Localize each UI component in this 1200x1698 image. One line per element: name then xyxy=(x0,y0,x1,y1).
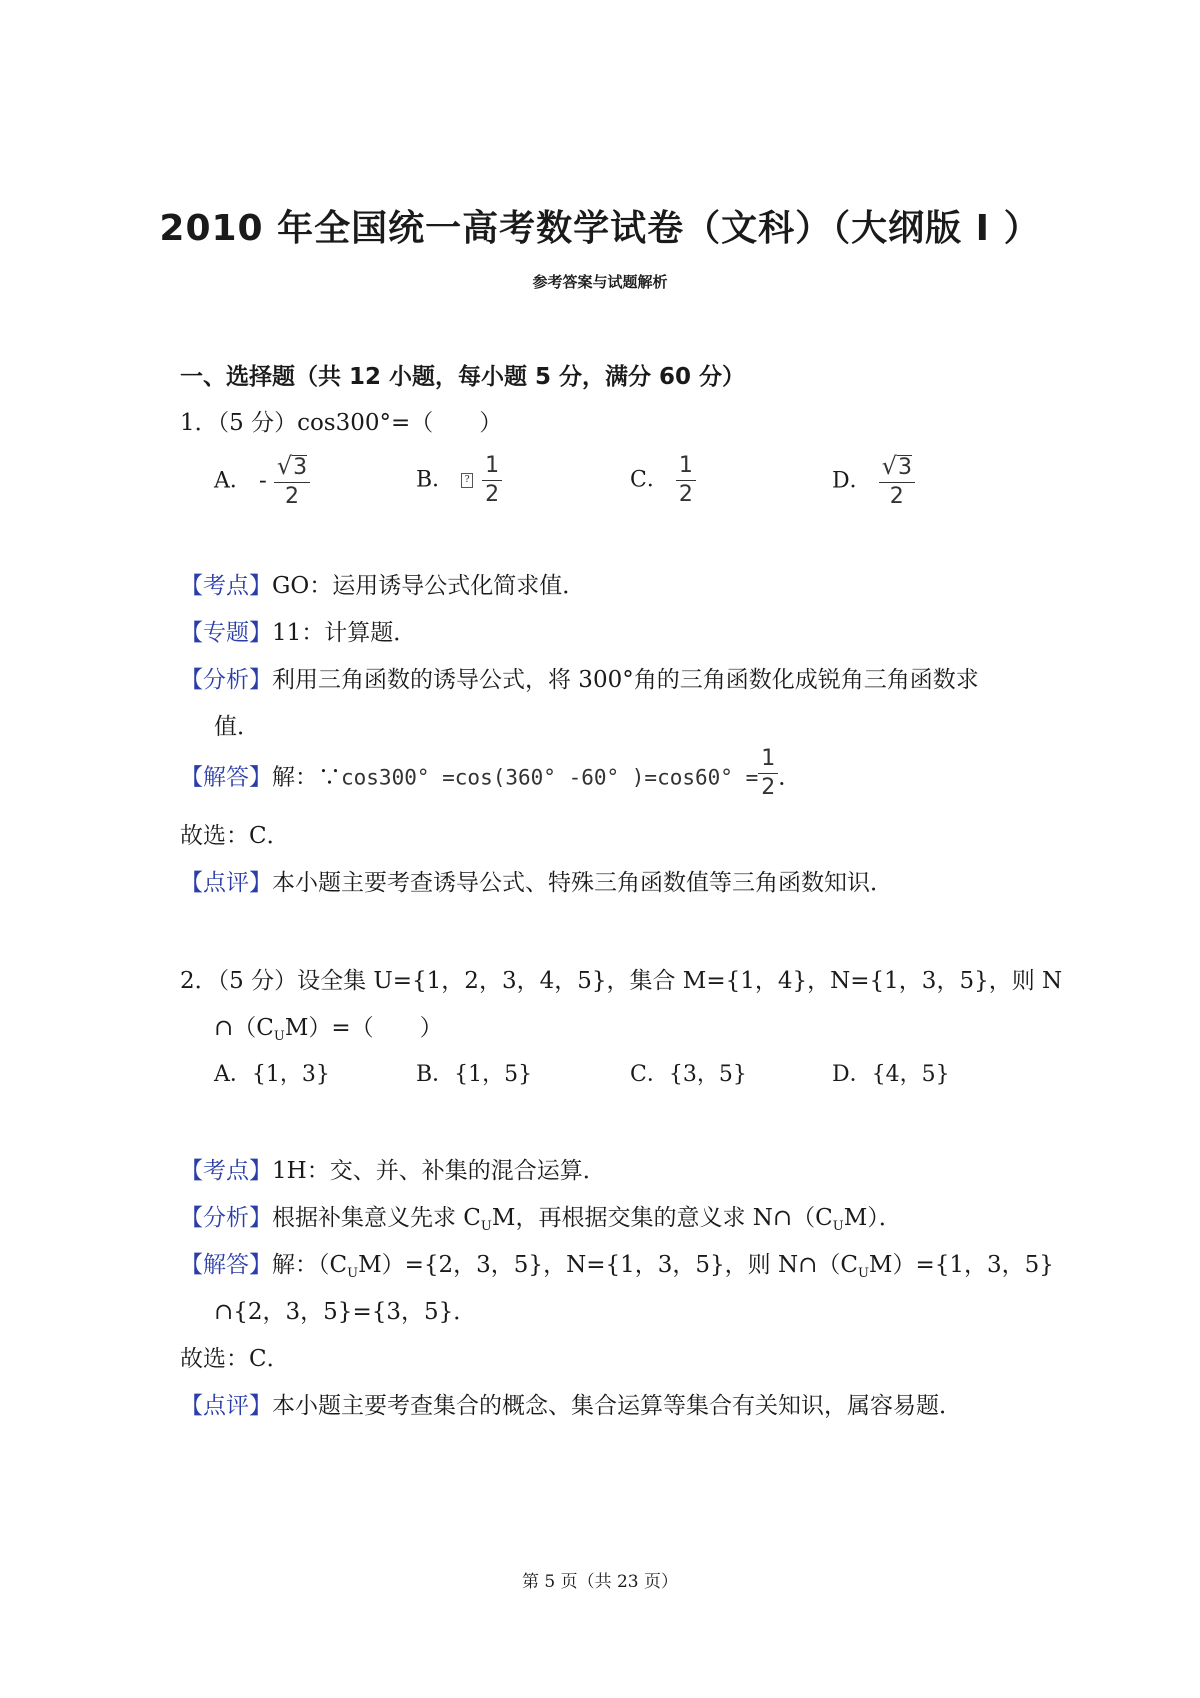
q1-kaodian-tag: 【考点】 xyxy=(180,573,272,599)
q1-option-a-fraction: $\frac{√3}{2}$ xyxy=(274,452,310,511)
q1-jieda-tag: 【解答】 xyxy=(180,764,272,791)
q1-option-a-sign: - xyxy=(258,468,267,494)
q1-fenxi-text: 利用三角函数的诱导公式，将 300°角的三角函数化成锐角三角函数求 xyxy=(272,667,979,693)
q2-fenxi xyxy=(180,1199,902,1234)
q2-option-a-value: {1，3} xyxy=(251,1062,330,1087)
q1-jieda-frac-den: 2 xyxy=(761,775,776,800)
q2-stem-line2-a: ∩（C xyxy=(214,1015,274,1041)
q1-option-d-fraction: $\frac{√3}{2}$ xyxy=(879,452,915,511)
q2-jieda-c: M）={1，3，5} xyxy=(868,1252,1054,1278)
q2-fenxi-sub2: U xyxy=(832,1219,844,1234)
q1-option-d-num: 3 xyxy=(897,455,912,480)
q2-kaodian-text: 1H：交、并、补集的混合运算． xyxy=(272,1158,606,1184)
q2-option-d-label: D． xyxy=(832,1062,872,1087)
q1-option-d-den: 2 xyxy=(889,484,904,509)
q1-option-a-den: 2 xyxy=(284,484,299,509)
q2-jieda-sub2: U xyxy=(857,1266,869,1281)
q1-option-c-label: C． xyxy=(630,467,669,493)
q2-jieda-a: 解：（C xyxy=(272,1252,348,1278)
q2-stem-line2 xyxy=(214,1009,443,1044)
q1-stem: 1．（5 分）cos300°=（ ） xyxy=(180,410,503,436)
q2-jieda-sub1: U xyxy=(347,1266,359,1281)
q1-option-b xyxy=(416,452,502,509)
q1-option-b-label: B． xyxy=(416,467,455,493)
q1-fenxi-tag: 【分析】 xyxy=(180,667,272,693)
q2-kaodian-tag: 【考点】 xyxy=(180,1158,272,1184)
q1-option-c-fraction xyxy=(676,452,696,509)
q2-option-a xyxy=(214,1057,330,1088)
q1-option-a-num: 3 xyxy=(293,455,308,480)
q1-jieda-fraction xyxy=(758,745,778,802)
q1-jieda-prefix: 解：∵ xyxy=(272,764,341,791)
q2-option-b-label: B． xyxy=(416,1062,455,1087)
section-heading: 一、选择题（共 12 小题，每小题 5 分，满分 60 分） xyxy=(180,364,746,390)
q1-zhuanti-text: 11：计算题． xyxy=(272,620,417,646)
q2-dianping-text: 本小题主要考查集合的概念、集合运算等集合有关知识，属容易题． xyxy=(272,1393,962,1419)
q1-zhuanti xyxy=(180,614,416,647)
q2-jieda-line2: ∩{2，3，5}={3，5}． xyxy=(214,1299,477,1325)
q1-option-a-label: A． xyxy=(214,468,252,494)
q1-option-c-num: 1 xyxy=(676,452,696,481)
q1-option-c xyxy=(630,452,696,509)
q2-fenxi-a: 根据补集意义先求 C xyxy=(272,1205,481,1231)
q2-option-c-value: {3，5} xyxy=(668,1062,747,1087)
q1-jieda xyxy=(180,746,802,802)
q2-option-b-value: {1，5} xyxy=(454,1062,533,1087)
q1-fenxi xyxy=(180,661,979,694)
q1-option-c-den: 2 xyxy=(678,482,693,507)
q2-jieda xyxy=(180,1246,1054,1281)
q1-dianping-text: 本小题主要考查诱导公式、特殊三角函数值等三角函数知识． xyxy=(272,870,893,896)
q2-option-c-label: C． xyxy=(630,1062,669,1087)
missing-glyph-icon: ? xyxy=(461,473,473,488)
q1-fenxi-line2: 值． xyxy=(214,714,260,740)
q1-kaodian xyxy=(180,567,585,600)
q1-option-a xyxy=(214,452,310,511)
page-subtitle: 参考答案与试题解析 xyxy=(532,273,668,291)
q1-jieda-end: ． xyxy=(778,764,802,791)
q2-option-c xyxy=(630,1057,747,1088)
q2-guxuan: 故选：C． xyxy=(180,1346,290,1372)
q2-fenxi-c: M）． xyxy=(843,1205,902,1231)
q1-option-b-fraction xyxy=(482,452,502,509)
q2-fenxi-b: M，再根据交集的意义求 N∩（C xyxy=(491,1205,833,1231)
q1-option-b-den: 2 xyxy=(485,482,500,507)
q1-jieda-formula: cos300° =cos(360° -60° )=cos60° = xyxy=(341,765,759,790)
q2-fenxi-sub1: U xyxy=(480,1219,492,1234)
q2-jieda-tag: 【解答】 xyxy=(180,1252,272,1278)
q1-option-d xyxy=(832,452,915,511)
q2-dianping xyxy=(180,1387,962,1420)
page-title: 2010 年全国统一高考数学试卷（文科）（大纲版 I ） xyxy=(159,208,1041,249)
q2-kaodian xyxy=(180,1152,606,1185)
q2-dianping-tag: 【点评】 xyxy=(180,1393,272,1419)
q2-option-d-value: {4，5} xyxy=(871,1062,950,1087)
q1-zhuanti-tag: 【专题】 xyxy=(180,620,272,646)
q1-jieda-frac-num: 1 xyxy=(758,745,778,774)
q1-dianping xyxy=(180,864,893,897)
q2-stem-line2-b: M）=（ ） xyxy=(284,1015,443,1041)
q1-guxuan: 故选：C． xyxy=(180,823,290,849)
page-footer: 第 5 页（共 23 页） xyxy=(521,1572,679,1592)
q2-fenxi-tag: 【分析】 xyxy=(180,1205,272,1231)
q1-option-b-num: 1 xyxy=(482,452,502,481)
q2-jieda-b: M）={2，3，5}，N={1，3，5}，则 N∩（C xyxy=(358,1252,858,1278)
q2-stem-line2-sub: U xyxy=(273,1029,285,1044)
q1-kaodian-text: GO：运用诱导公式化简求值． xyxy=(272,573,586,599)
q2-stem-line1: 2．（5 分）设全集 U={1，2，3，4，5}，集合 M={1，4}，N={1，3，5}，则 N xyxy=(180,968,1063,994)
q2-option-a-label: A． xyxy=(214,1062,252,1087)
q1-option-d-label: D． xyxy=(832,468,872,494)
q2-option-d xyxy=(832,1057,950,1088)
q2-option-b xyxy=(416,1057,532,1088)
q1-dianping-tag: 【点评】 xyxy=(180,870,272,896)
